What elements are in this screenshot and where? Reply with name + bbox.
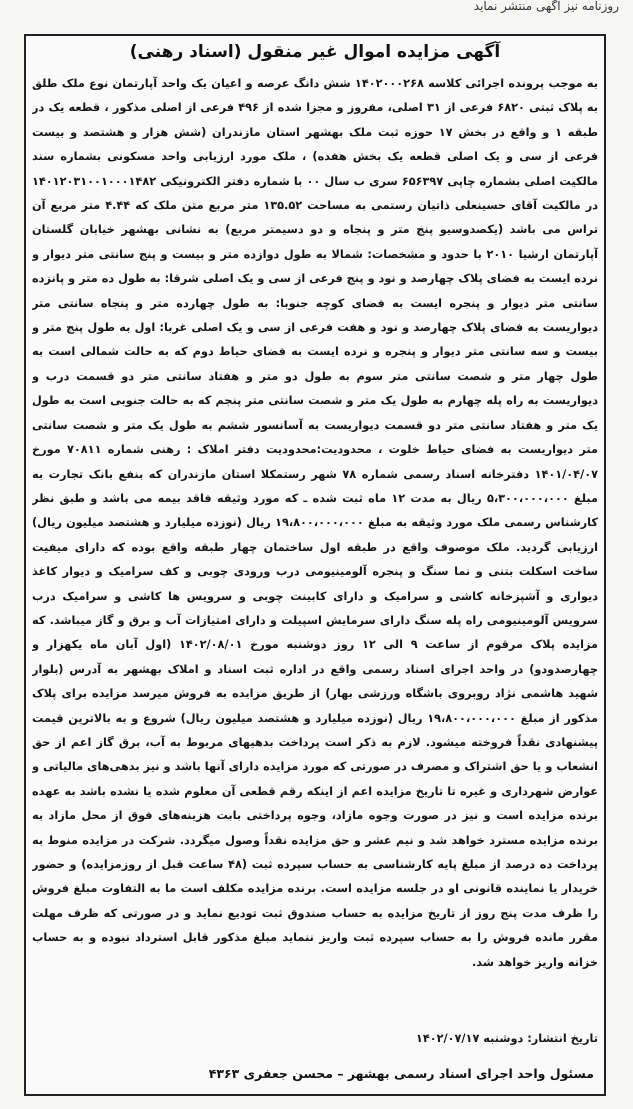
cut-header-text: روزنامه نیز آگهی منتشر نماید (473, 0, 619, 13)
signature-line: مسئول واحد اجرای اسناد رسمی بهشهر – محسن جعفری ۴۳۶۳ (208, 1066, 594, 1081)
publish-date: تاریخ انتشار: دوشنبه ۱۴۰۲/۰۷/۱۷ (415, 1032, 598, 1045)
auction-notice-box (24, 34, 606, 1096)
notice-title: آگهی مزایده اموال غیر منقول (اسناد رهنی) (129, 42, 501, 62)
notice-body: به موجب پرونده اجرائی کلاسه ۱۴۰۲۰۰۰۲۶۸ شش دانگ عرصه و اعیان یک واحد آپارتمان نوع ملک طلق به پلاک ثبتی ۶۸۲۰ فرعی از ۳۱ اصلی، مفروز و مجزا شده از ۴۹۶ فرعی از اصلی مذکور ، قطعه یک در طبقه ۱ و واقع در بخش ۱۷ حوزه ثبت ملک بهشهر استان مازندران (شش هزار و هشتصد و بیست فرعی از سی و یک اصلی قطعه یک بخش هفده) ، ملک مورد ارزیابی واحد مسکونی بشماره سند مالکیت اصلی بشماره چاپی ۶۵۶۳۹۷ سری ب سال ۰۰ با شماره دفتر الکترونیکی ۱۴۰۱۲۰۳۱۰۰۱۰۰۰۱۴۸۲ در مالکیت آقای حسینعلی ذاتیان رستمی به مساحت ۱۳۵.۵۲ متر مربع متن ملک که ۴.۴۴ متر مربع آن تراس می باشد (یکصدوسیو پنج متر و پنجاه و دو دسیمتر مربع) به نشانی بهشهر خیابان گلستان آپارتمان ارشیا ۲۰۱۰ با حدود و مشخصات: شمالا به طول دوازده متر و بیست و پنج سانتی متر دیوار و نرده ایست به فضای پلاک چهارصد و نود و پنج فرعی از سی و یک اصلی شرقا: به طول ده متر و پانزده سانتی متر دیوار و پنجره ایست به فضای کوچه جنوبا: به طول چهارده متر و پنجاه سانتی متر دیواریست به فضای پلاک چهارصد و نود و هفت فرعی از سی و یک اصلی غربا: اول به طول پنج متر و بیست و سه سانتی متر دیوار و پنجره و نرده ایست به فضای حیاط دوم که به حالت شمالی است به طول چهار متر و شصت سانتی متر سوم به طول دو متر و هفتاد سانتی متر دو قسمت درب و دیواریست به راه پله چهارم به طول یک متر و شصت سانتی متر پنجم که به حالت جنوبی است به طول یک متر و هفتاد سانتی متر دو قسمت دیواریست به آسانسور ششم به طول یک متر و شصت سانتی متر دیواریست به فضای حیاط خلوت ، محدودیت:محدودیت دفتر املاک : رهنی شماره ۷۰۸۱۱ مورخ ۱۴۰۱/۰۴/۰۷ دفترخانه اسناد رسمی شماره ۷۸ شهر رستمکلا استان مازندران که بنفع بانک تجارت به مبلغ ۵،۳۰۰،۰۰۰،۰۰۰ ریال به مدت ۱۲ ماه ثبت شده ـ که مورد وثیقه فاقد بیمه می باشد و طبق نظر کارشناس رسمی ملک مورد وثیقه به مبلغ ۱۹،۸۰۰،۰۰۰،۰۰۰ ریال (نوزده میلیارد و هشتصد میلیون ریال) ارزیابی گردید. ملک موصوف واقع در طبقه اول ساختمان چهار طبقه واقع بوده که دارای میفیت ساخت اسکلت بتنی و نما سنگ و پنجره آلومینیومی درب ورودی چوبی و کف سرامیک و دیوار کاغذ دیواری و آشپزخانه کاشی و سرامیک و دارای کابینت چوبی و سرویس ها کاشی و سرامیک درب سرویس آلومینیومی راه پله سنگ دارای سرمایش اسپیلت و دارای امتیازات آب و برق و گاز میباشد. که مزایده پلاک مرقوم از ساعت ۹ الی ۱۲ روز دوشنبه مورخ ۱۴۰۲/۰۸/۰۱ (اول آبان ماه یکهزار و چهارصدودو) در واحد اجرای اسناد رسمی واقع در اداره ثبت اسناد و املاک بهشهر به آدرس (بلوار شهید هاشمی نژاد روبروی باشگاه ورزشی بهار) از طریق مزایده به فروش میرسد مزایده برای پلاک مذکور از مبلغ ۱۹،۸۰۰،۰۰۰،۰۰۰ ریال (نوزده میلیارد و هشتصد میلیون ریال) شروع و به بالاترین قیمت پیشنهادی نقداً فروخته میشود. لازم به ذکر است پرداخت بدهیهای مربوط به آب، برق گاز اعم از حق انشعاب و یا حق اشتراک و مصرف در صورتی که مورد مزایده دارای آنها باشد و نیز بدهی‌های مالیاتی و عوارض شهرداری و غیره تا تاریخ مزایده اعم از اینکه رقم قطعی آن معلوم شده یا نشده باشد به عهده برنده مزایده است و نیز در صورت وجوه مازاد، وجوه پرداختی بابت هزینه‌های فوق از محل مازاد به برنده مزایده مسترد خواهد شد و نیم عشر و حق مزایده نقداً وصول میگردد. شرکت در مزایده منوط به پرداخت ده درصد از مبلغ پایه کارشناسی به حساب سپرده ثبت (۴۸ ساعت قبل از روزمزایده) و حضور خریدار یا نماینده قانونی او در جلسه مزایده است. برنده مزایده مکلف است ما به التفاوت مبلغ فروش را ظرف مدت پنج روز از تاریخ مزایده به حساب صندوق ثبت تودیع نماید و در صورتی که ظرف مهلت مقرر مانده فروش را به حساب سپرده ثبت واریز ننماید مبلغ مذکور قابل استرداد نبوده و به حساب خزانه واریز خواهد شد. (32, 77, 598, 969)
